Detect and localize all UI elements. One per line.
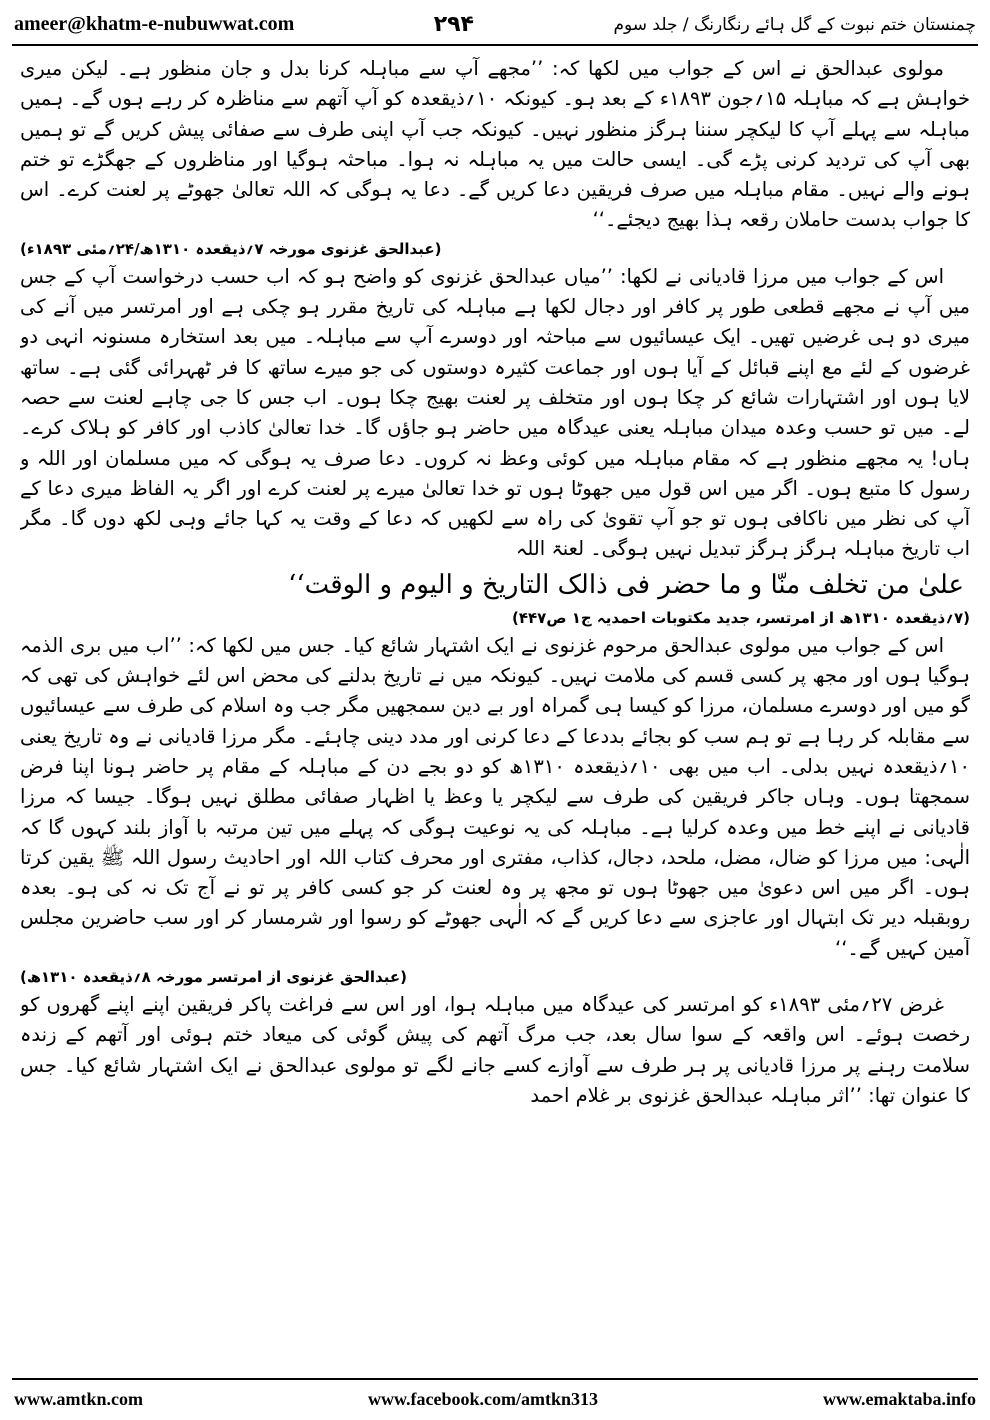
paragraph-1: مولوی عبدالحق نے اس کے جواب میں لکھا کہ: ’’مجھے آپ سے مباہلہ کرنا بدل و جان منظور ہے۔ لیکن میری خواہش ہے کہ مباہلہ ۱۵؍جون ۱۸۹۳ء کے بعد ہو۔ کیونکہ ۱۰؍ذیقعدہ کو آپ آتھم سے مناظرہ کر رہے ہوں گے۔ ہمیں مباہلہ سے پہلے آپ کا لیکچر سننا ہرگز منظور نہیں۔ کیونکہ جب آپ اپنی طرف سے صفائی پیش کریں گے تو ہمیں بھی آپ کی تردید کرنی پڑے گی۔ ایسی حالت میں یہ مباہلہ نہ ہوا۔ مباحثہ ہوگیا اور مناظروں کے جھگڑے تو ختم ہونے والے نہیں۔ مقام مباہلہ میں صرف فریقین دعا کریں گے۔ دعا یہ ہوگی کہ اللہ تعالیٰ جھوٹے پر لعنت کرے۔ اس کا جواب بدست حاملان رقعہ ہذا بھیج دیجئے۔‘‘ (20, 57, 970, 232)
reference-1: (عبدالحق غزنوی مورخہ ۷؍ذیقعدہ ۱۳۱۰ھ/۲۴؍مئی ۱۸۹۳ء) (20, 239, 442, 258)
book-title: چمنستان ختم نبوت کے گل ہائے رنگارنگ / جلد سوم (613, 14, 976, 35)
arabic-quote: علیٰ من تخلف منّا و ما حضر فی ذالک التاریخ و الیوم و الوقت‘‘ (288, 569, 964, 600)
paragraph-4: غرض ۲۷؍مئی ۱۸۹۳ء کو امرتسر کی عیدگاہ میں مباہلہ ہوا، اور اس سے فراغت پاکر فریقین اپنے اپنے گھروں کو رخصت ہوئے۔ اس واقعہ کے سوا سال بعد، جب مرگ آتھم کی پیش گوئی کی میعاد ختم ہوئی اور آتھم کے زندہ سلامت رہنے پر مرزا قادیانی پر ہر طرف سے آوازے کسے جانے لگے تو مولوی عبدالحق نے ایک اشتہار شائع کیا۔ جس کا عنوان تھا: ’’اثر مباہلہ عبدالحق غزنوی بر غلام احمد (20, 993, 970, 1107)
page-footer (14, 1385, 976, 1413)
header-divider (12, 44, 978, 46)
footer-divider (12, 1378, 978, 1380)
footer-link-amtkn[interactable]: www.amtkn.com (14, 1388, 143, 1409)
header-email[interactable]: ameer@khatm-e-nubuwwat.com (14, 12, 295, 35)
page-content (20, 54, 970, 1374)
footer-link-emaktaba[interactable]: www.emaktaba.info (822, 1388, 976, 1409)
paragraph-3: اس کے جواب میں مولوی عبدالحق مرحوم غزنوی نے ایک اشتہار شائع کیا۔ جس میں لکھا کہ: ’’اب میں بری الذمہ ہوگیا ہوں اور مجھ پر کسی قسم کی ملامت نہیں۔ کیونکہ میں نے تاریخ بدلنے کی محض اس لئے خواہش کی تھی کہ گو میں اور دوسرے مسلمان، مرزا کو کیسا ہی گمراہ اور بے دین سمجھیں مگر جب وہ اسلام کی طرف سے عیسائیوں سے مقابلہ کر رہا ہے تو ہم سب کو بجائے بددعا کے دعا کرنی اور مدد دینی چاہئے۔ مگر مرزا قادیانی نے وہ تاریخ یعنی ۱۰؍ذیقعدہ نہیں بدلی۔ اب میں بھی ۱۰؍ذیقعدہ ۱۳۱۰ھ کو دو بجے دن کے مباہلہ کے مقام پر حاضر ہونا اپنا فرض سمجھتا ہوں۔ وہاں جاکر فریقین کی طرف سے لیکچر یا وعظ یا اظہار صفائی مطلق نہیں ہوگا۔ جیسا کہ مرزا قادیانی نے اپنے خط میں وعدہ کرلیا ہے۔ مباہلہ کی یہ نوعیت ہوگی کہ پہلے میں تین مرتبہ با آواز بلند کہوں گا کہ الٰہی: میں مرزا کو ضال، مضل، ملحد، دجال، کذاب، مفتری اور محرف کتاب اللہ اور احادیث رسول اللہ ﷺ یقین کرتا ہوں۔ اگر میں اس دعویٰ میں جھوٹا ہوں تو مجھ پر وہ لعنت کر جو کسی کافر پر تو نے آج تک نہ کی ہو۔ بعدہ روبقبلہ دیر تک ابتہال اور عاجزی سے دعا کریں گے کہ الٰہی جھوٹے کو رسوا اور شرمسار کر اور سب حاضرین مجلس آمین کہیں گے۔‘‘ (20, 633, 970, 960)
reference-2: (۷؍ذیقعدہ ۱۳۱۰ھ از امرتسر، جدید مکتوبات احمدیہ ج۱ ص۴۴۷) (511, 608, 970, 627)
reference-3: (عبدالحق غزنوی از امرتسر مورخہ ۸؍ذیقعدہ ۱۳۱۰ھ) (20, 968, 407, 987)
paragraph-2: اس کے جواب میں مرزا قادیانی نے لکھا: ’’میاں عبدالحق غزنوی کو واضح ہو کہ اب حسب درخواست آپ کے جس میں آپ نے مجھے قطعی طور پر کافر اور دجال لکھا ہے مباہلہ کی تاریخ مقرر ہو چکی ہے اور امرتسر میں آنے کی میری دو ہی غرضیں تھیں۔ ایک عیسائیوں سے مباحثہ اور دوسرے آپ سے مباہلہ۔ میں بعد استخارہ مسنونہ انہی دو غرضوں کے لئے مع اپنے قبائل کے آیا ہوں اور جماعت کثیرہ دوستوں کی جو میرے ساتھ کا فر ٹھہرائی گئی ہے۔ ساتھ لایا ہوں اور اشتہارات شائع کر چکا ہوں اور متخلف پر لعنت بھیج چکا ہوں۔ اب جس کا جی چاہے لعنت سے حصہ لے۔ میں تو حسب وعدہ میدان مباہلہ یعنی عیدگاہ میں حاضر ہو جاؤں گا۔ خدا تعالیٰ کاذب اور کافر کو ہلاک کرے۔ ہاں! یہ مجھے منظور ہے کہ مقام مباہلہ میں کوئی وعظ نہ کروں۔ دعا صرف یہ ہوگی کہ میں مسلمان اور اللہ و رسول کا متبع ہوں۔ اگر میں اس قول میں جھوٹا ہوں تو خدا تعالیٰ میرے پر لعنت کرے اور اگر یہ الفاظ میری دعا کے آپ کی نظر میں ناکافی ہوں تو جو آپ تقویٰ کی راہ سے لکھیں کہ دعا کے وقت یہ کہا جائے وہی لکھ دوں گا۔ مگر اب تاریخ مباہلہ ہرگز ہرگز تبدیل نہیں ہوگی۔ لعنۃ اللہ (20, 264, 970, 561)
footer-link-facebook[interactable]: www.facebook.com/amtkn313 (367, 1388, 598, 1409)
page-header (14, 6, 976, 42)
page-number: ۲۹۴ (433, 11, 474, 37)
